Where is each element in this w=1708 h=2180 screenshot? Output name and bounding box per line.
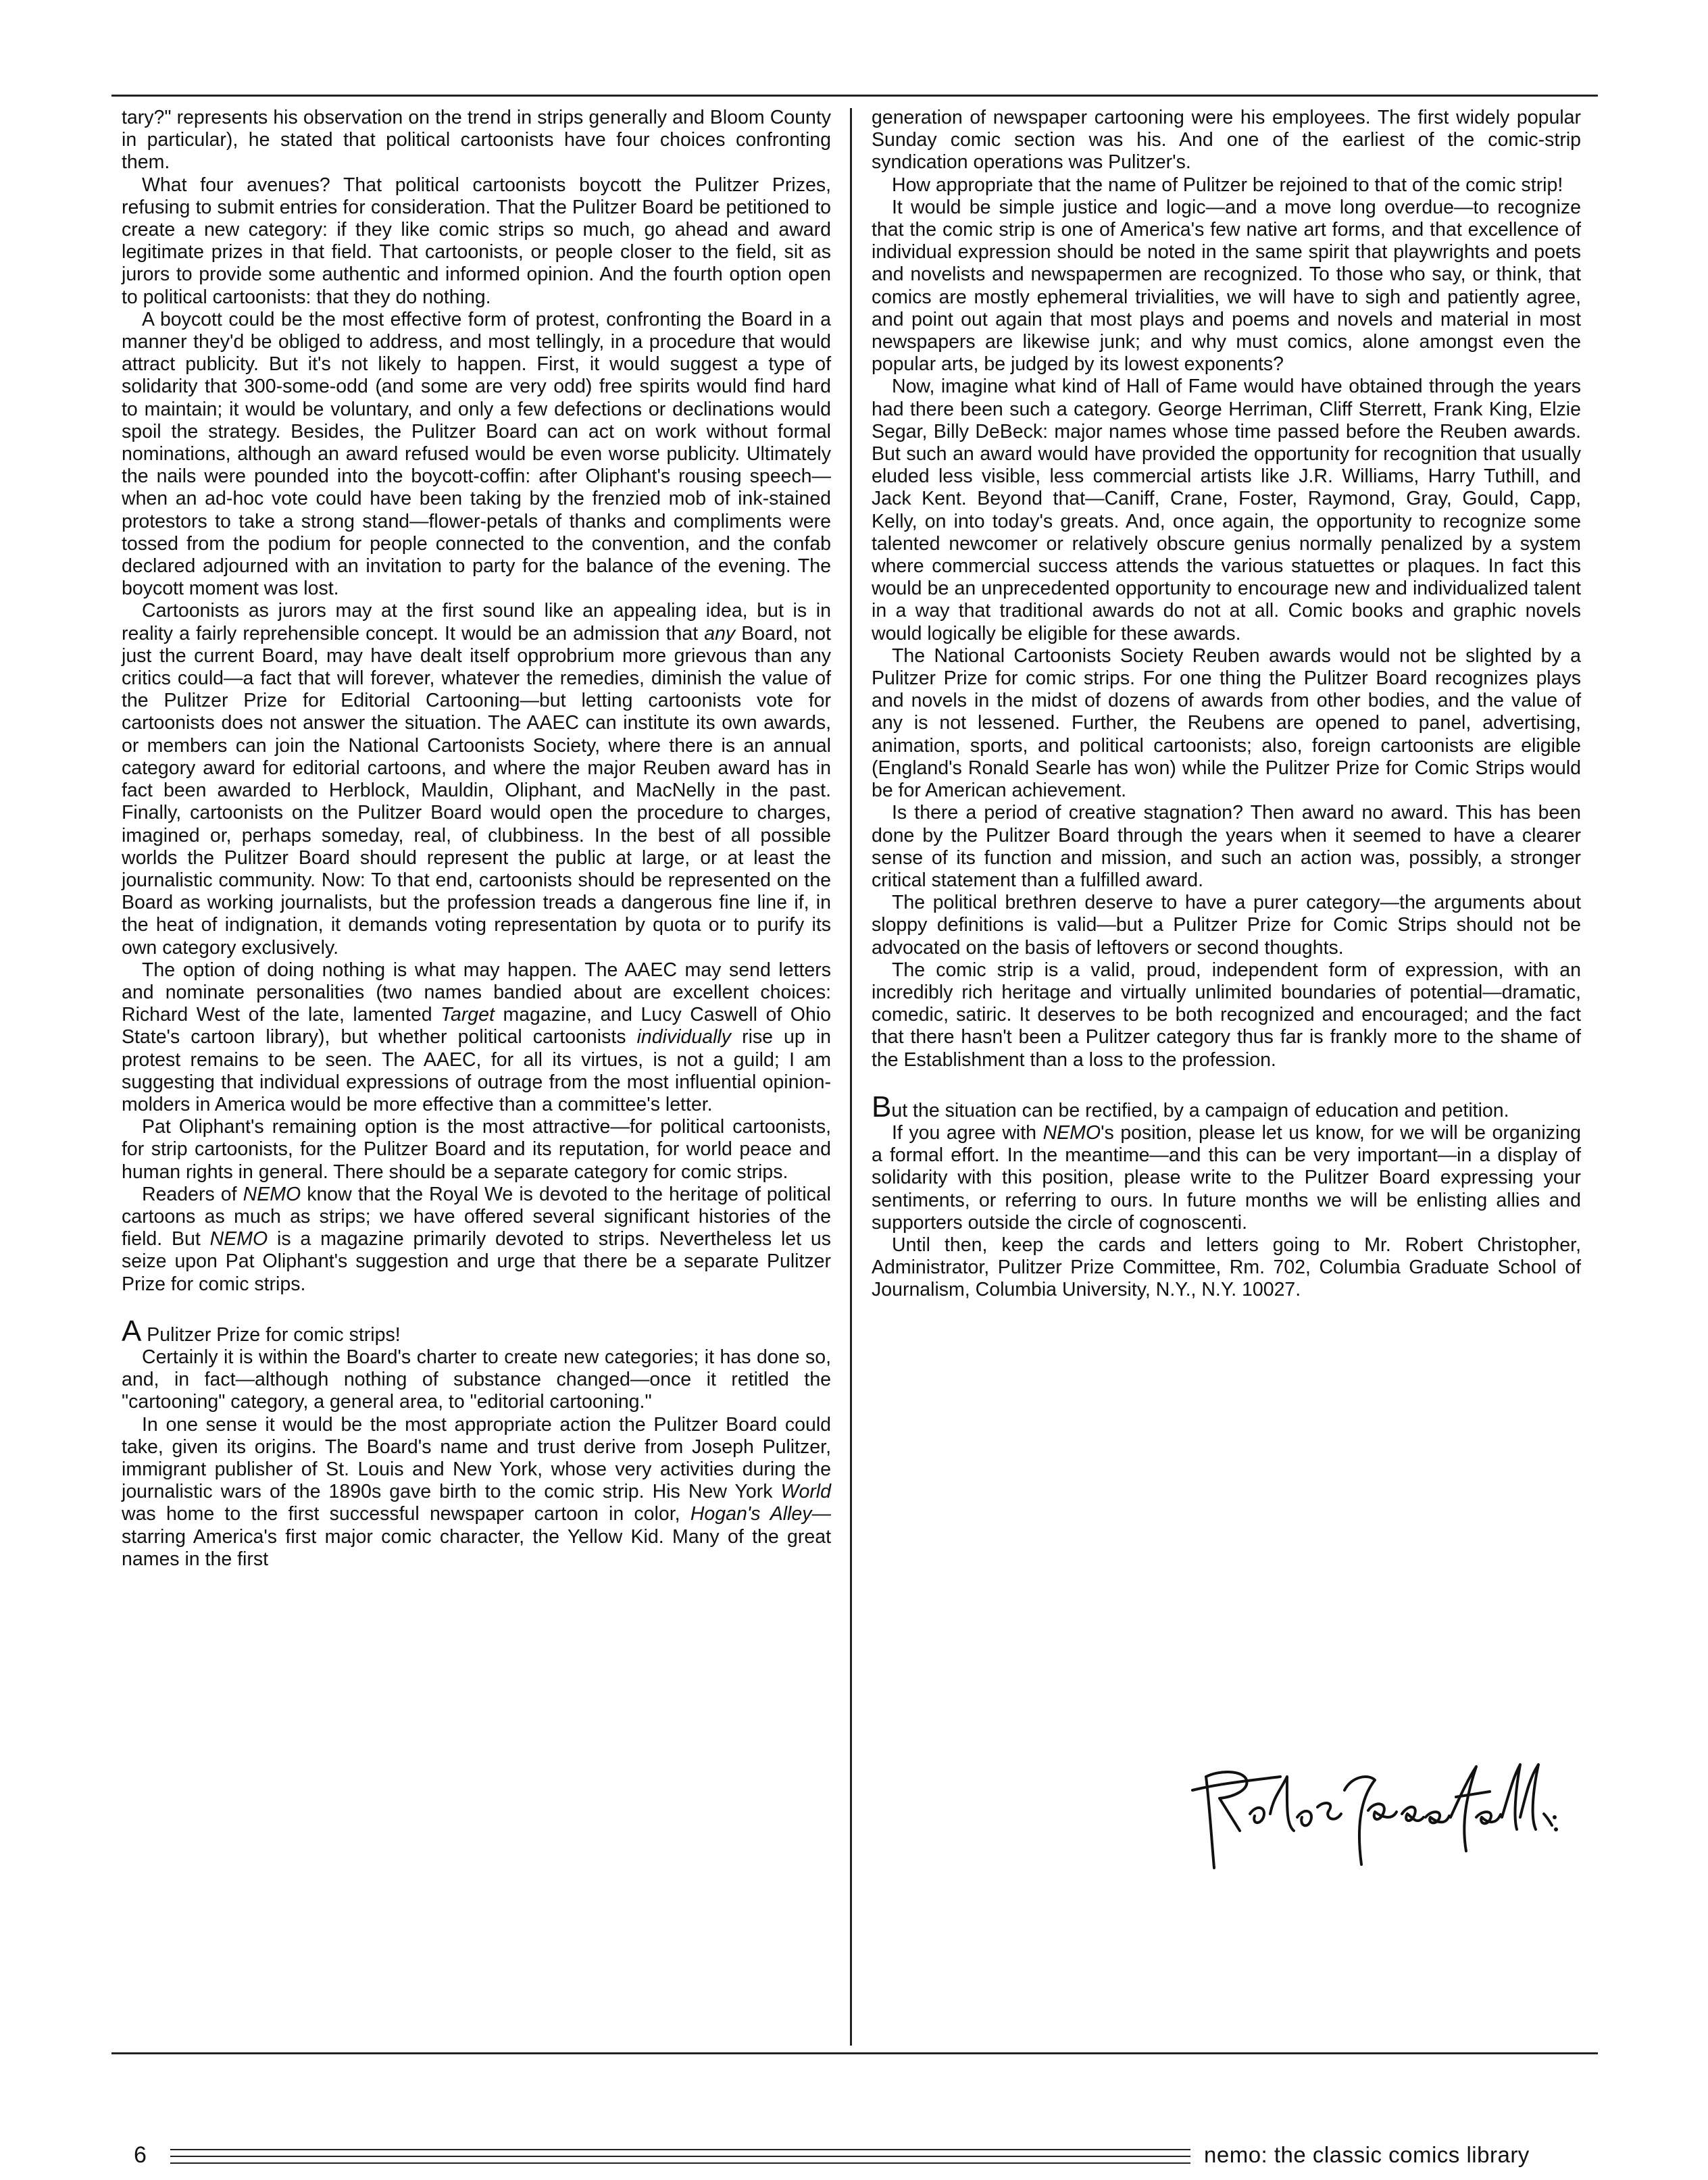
publication-title: nemo: the classic comics library: [1204, 2142, 1530, 2167]
top-frame-rule: [111, 95, 1598, 97]
paragraph: What four avenues? That political cartoonists boycott the Pulitzer Prizes, refusing to submit entries for consideration. That the Pulitzer Board be petitioned to create a new category: if they like comic strips so much, go ahead and award legitimate prizes in that field. That cartoonists, or people closer to the field, sit as jurors to provide some authentic and informed opinion. And the fourth option open to political cartoonists: that they do nothing.: [122, 174, 831, 308]
drop-cap: B: [872, 1090, 892, 1123]
paragraph: Pat Oliphant's remaining option is the most attractive—for political cartoonists, for strip cartoonists, for the Pulitzer Board and its reputation, for world peace and human rights in general. There should be a separate category for comic strips.: [122, 1116, 831, 1183]
paragraph: If you agree with NEMO's position, please let us know, for we will be organizing a formal effort. In the meantime—and this can be very important—in a display of solidarity with this position, please write to the Pulitzer Board expressing your sentiments, or referring to ours. In future months we will be enlisting allies and supporters outside the circle of cognoscenti.: [872, 1121, 1581, 1234]
left-column: [122, 107, 831, 1571]
paragraph: The National Cartoonists Society Reuben awards would not be slighted by a Pulitzer Prize for comic strips. For one thing the Pulitzer Board recognizes plays and novels in the midst of dozens of awards from other bodies, and the value of any is not lessened. Further, the Reubens are opened to panel, advertising, animation, sports, and political cartoonists; also, foreign cartoonists are eligible (England's Ronald Searle has won) while the Pulitzer Prize for Comic Strips would be for American achievement.: [872, 644, 1581, 802]
paragraph: Until then, keep the cards and letters going to Mr. Robert Christopher, Administrator, Pulitzer Prize Committee, Rm. 702, Columbia Graduate School of Journalism, Columbia University, N.Y., N.Y. 10027.: [872, 1234, 1581, 1301]
paragraph: tary?" represents his observation on the trend in strips generally and Bloom County in particular), he stated that political cartoonists have four choices confronting them.: [122, 107, 831, 174]
paragraph: Cartoonists as jurors may at the first sound like an appealing idea, but is in reality a fairly reprehensible concept. It would be an admission that any Board, not just the current Board, may have dealt itself opprobrium more grievous than any critics could—a fact that will forever, whatever the remedies, diminish the value of the Pulitzer Prize for Editorial Cartooning—but letting cartoonists vote for cartoonists does not answer the situation. The AAEC can institute its own awards, or members can join the National Cartoonists Society, where there is an annual category award for editorial cartoons, and where the major Reuben award has in fact been awarded to Herblock, Mauldin, Oliphant, and MacNelly in the past. Finally, cartoonists on the Pulitzer Board would open the procedure to charges, imagined or, perhaps someday, real, of clubbiness. In the best of all possible worlds the Pulitzer Board should represent the public at large, or at least the journalistic community. Now: To that end, cartoonists should be represented on the Board as working journalists, but the profession treads a dangerous fine line if, in the heat of indignation, it demands voting representation by quota or to purify its own category exclusively.: [122, 600, 831, 959]
paragraph: The political brethren deserve to have a purer category—the arguments about sloppy definitions is valid—but a Pulitzer Prize for Comic Strips should not be advocated on the basis of leftovers or second thoughts.: [872, 892, 1581, 959]
paragraph: A boycott could be the most effective form of protest, confronting the Board in a manner they'd be obliged to address, and most tellingly, in a procedure that would attract publicity. But it's not likely to happen. First, it would suggest a type of solidarity that 300-some-odd (and some are very odd) free spirits would find hard to maintain; it would be voluntary, and only a few defections or declinations would spoil the strategy. Besides, the Pulitzer Board can act on work without formal nominations, although an award refused would be even worse publicity. Ultimately the nails were pounded into the boycott-coffin: after Oliphant's rousing speech—when an ad-hoc vote could have been taking by the frenzied mob of ink-stained protestors to take a strong stand—flower-petals of thanks and compliments were tossed from the podium for people connected to the convention, and the confab declared adjourned with an invitation to party for the balance of the evening. The boycott moment was lost.: [122, 308, 831, 600]
section-opener: A Pulitzer Prize for comic strips!: [122, 1314, 401, 1348]
section-opener: But the situation can be rectified, by a campaign of education and petition.: [872, 1090, 1509, 1123]
paragraph: It would be simple justice and logic—and a move long overdue—to recognize that the comic strip is one of America's few native art forms, and that excellence of individual expression should be noted in the same spirit that playwrights and poets and novelists and newspapermen are recognized. To those who say, or think, that comics are mostly ephemeral trivialities, we will have to sigh and patiently agree, and point out again that most plays and poems and novels and material in most newspapers are likewise junk; and why must comics, alone amongst even the popular arts, be judged by its lowest exponents?: [872, 196, 1581, 376]
right-column: [872, 107, 1581, 1302]
paragraph: Is there a period of creative stagnation? Then award no award. This has been done by the Pulitzer Board through the years when it seemed to have a clearer sense of its function and mission, and such an action was, possibly, a stronger critical statement than a fulfilled award.: [872, 802, 1581, 891]
paragraph: generation of newspaper cartooning were his employees. The first widely popular Sunday comic section was his. And one of the earliest of the comic-strip syndication operations was Pulitzer's.: [872, 107, 1581, 174]
footer-rule: [170, 2156, 1190, 2157]
signature-image: [1179, 1750, 1584, 1878]
footer-rule: [170, 2149, 1190, 2150]
paragraph: In one sense it would be the most appropriate action the Pulitzer Board could take, given its origins. The Board's name and trust derive from Joseph Pulitzer, immigrant publisher of St. Louis and New York, whose very activities during the journalistic wars of the 1890s gave birth to the comic strip. His New York World was home to the first successful newspaper cartoon in color, Hogan's Alley—starring America's first major comic character, the Yellow Kid. Many of the great names in the first: [122, 1413, 831, 1570]
drop-cap: A: [122, 1314, 142, 1348]
paragraph: Readers of NEMO know that the Royal We is devoted to the heritage of political cartoons as much as strips; we have offered several significant histories of the field. But NEMO is a magazine primarily devoted to strips. Nevertheless let us seize upon Pat Oliphant's suggestion and urge that there be a separate Pulitzer Prize for comic strips.: [122, 1183, 831, 1295]
page-number: 6: [134, 2142, 147, 2168]
paragraph: The option of doing nothing is what may happen. The AAEC may send letters and nominate personalities (two names bandied about are excellent choices: Richard West of the late, lamented Target magazine, and Lucy Caswell of Ohio State's cartoon library), but whether political cartoonists individually rise up in protest remains to be seen. The AAEC, for all its virtues, is not a guild; I am suggesting that individual expressions of outrage from the most influential opinion-molders in America would be more effective than a committee's letter.: [122, 959, 831, 1115]
column-divider: [850, 108, 852, 2046]
paragraph: The comic strip is a valid, proud, independent form of expression, with an incredibly rich heritage and virtually unlimited boundaries of potential—dramatic, comedic, satiric. It deserves to be both recognized and encouraged; and the fact that there hasn't been a Pulitzer category thus far is frankly more to the shame of the Establishment than a loss to the profession.: [872, 959, 1581, 1071]
paragraph: Now, imagine what kind of Hall of Fame would have obtained through the years had there been such a category. George Herriman, Cliff Sterrett, Frank King, Elzie Segar, Billy DeBeck: major names whose time passed before the Reuben awards. But such an award would have provided the opportunity for recognition that usually eluded less visible, less commercial artists like J.R. Williams, Harry Tuthill, and Jack Kent. Beyond that—Caniff, Crane, Foster, Raymond, Gray, Gould, Capp, Kelly, on into today's greats. And, once again, the opportunity to recognize some talented newcomer or relatively obscure genius normally penalized by a system where commercial success attends the various statuettes or plaques. In fact this would be an unprecedented opportunity to encourage new and individualized talent in a way that traditional awards do not at all. Comic books and graphic novels would logically be eligible for these awards.: [872, 376, 1581, 644]
bottom-frame-rule: [111, 2052, 1598, 2054]
paragraph: Certainly it is within the Board's charter to create new categories; it has done so, and, in fact—although nothing of substance changed—once it retitled the "cartooning" category, a general area, to "editorial cartooning.": [122, 1346, 831, 1413]
paragraph: How appropriate that the name of Pulitzer be rejoined to that of the comic strip!: [892, 174, 1563, 196]
footer-rule: [170, 2162, 1190, 2164]
